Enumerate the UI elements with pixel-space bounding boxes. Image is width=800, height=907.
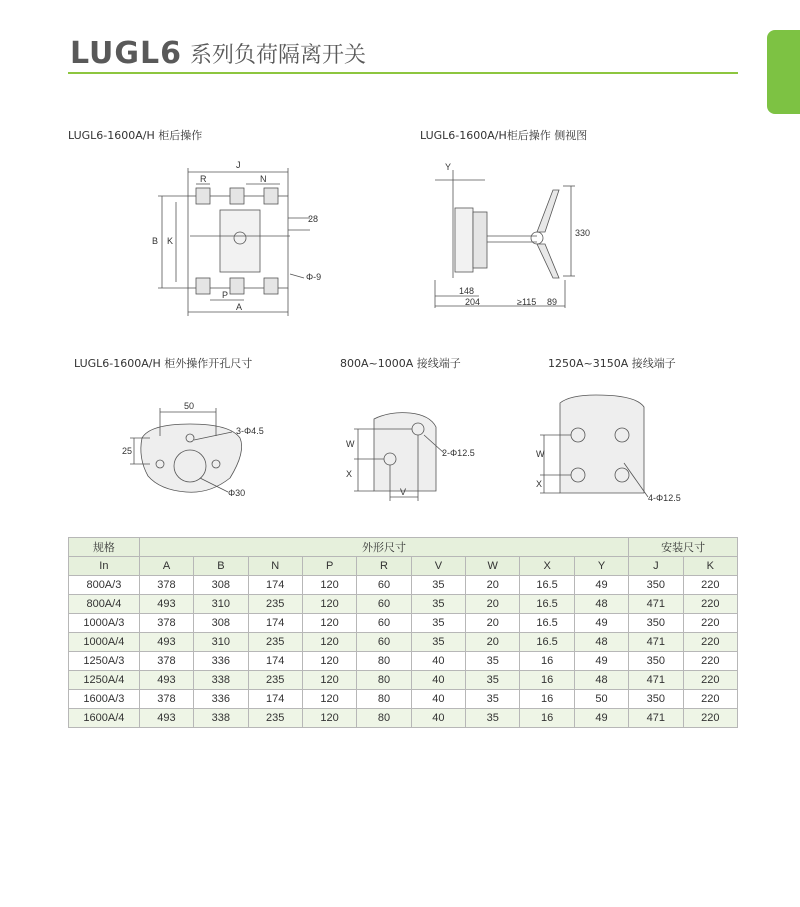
- table-cell: 493: [139, 671, 193, 690]
- table-row: [69, 576, 738, 595]
- table-cell: 40: [411, 652, 465, 671]
- table-cell: 338: [194, 709, 248, 728]
- table-cell: 235: [248, 671, 302, 690]
- table-cell: 310: [194, 633, 248, 652]
- table-body: [69, 576, 738, 728]
- side-label-Y: Y: [445, 162, 452, 172]
- column-header: In: [69, 557, 140, 576]
- table-cell: 49: [574, 709, 628, 728]
- table-cell: 16: [520, 671, 574, 690]
- table-cell: 40: [411, 671, 465, 690]
- table-cell: 350: [629, 652, 683, 671]
- table-cell: 235: [248, 595, 302, 614]
- table-cell: 378: [139, 690, 193, 709]
- table-cell: 16: [520, 709, 574, 728]
- table-cell: 471: [629, 709, 683, 728]
- table-cell: 350: [629, 614, 683, 633]
- column-header: K: [683, 557, 737, 576]
- table-cell: 49: [574, 614, 628, 633]
- table-cell: 120: [302, 652, 356, 671]
- table-row: [69, 652, 738, 671]
- caption-rear-side: LUGL6-1600A/H柜后操作 侧视图: [420, 129, 588, 142]
- th-spec: 规格: [69, 538, 140, 557]
- table-cell: 1600A/4: [69, 709, 140, 728]
- table-cell: 120: [302, 690, 356, 709]
- table-cell: 80: [357, 652, 411, 671]
- table-cell: 16.5: [520, 595, 574, 614]
- table-cell: 220: [683, 709, 737, 728]
- table-cell: 40: [411, 690, 465, 709]
- caption-rear-op: LUGL6-1600A/H 柜后操作: [68, 129, 203, 142]
- table-cell: 120: [302, 709, 356, 728]
- table-cell: 235: [248, 633, 302, 652]
- table-row: [69, 671, 738, 690]
- table-cell: 120: [302, 614, 356, 633]
- brand-title: LUGL6: [70, 36, 183, 71]
- header-divider: [68, 72, 738, 74]
- cutout-label-25: 25: [122, 446, 133, 456]
- table-row: [69, 633, 738, 652]
- section-tab: [767, 30, 800, 114]
- table-cell: 35: [466, 652, 520, 671]
- table-cell: 800A/4: [69, 595, 140, 614]
- table-cell: 220: [683, 633, 737, 652]
- table-cell: 80: [357, 690, 411, 709]
- terminal-large-drawing: [536, 393, 706, 505]
- table-cell: 350: [629, 576, 683, 595]
- table-cell: 35: [411, 576, 465, 595]
- table-cell: 471: [629, 633, 683, 652]
- table-cell: 49: [574, 576, 628, 595]
- table-row: [69, 709, 738, 728]
- table-cell: 35: [466, 709, 520, 728]
- table-cell: 1600A/3: [69, 690, 140, 709]
- table-cell: 220: [683, 652, 737, 671]
- column-header: J: [629, 557, 683, 576]
- table-cell: 174: [248, 576, 302, 595]
- table-cell: 308: [194, 576, 248, 595]
- column-header: W: [466, 557, 520, 576]
- table-cell: 336: [194, 652, 248, 671]
- table-cell: 1000A/4: [69, 633, 140, 652]
- table-cell: 493: [139, 595, 193, 614]
- table-row: [69, 690, 738, 709]
- table-cell: 350: [629, 690, 683, 709]
- side-label-204: 204: [465, 297, 481, 307]
- term-large-label-holes: 4-Φ12.5: [648, 493, 681, 503]
- rear-op-label-28: 28: [308, 214, 319, 224]
- caption-terminal-small: 800A~1000A 接线端子: [340, 357, 461, 370]
- rear-op-label-A: A: [236, 302, 243, 312]
- table-cell: 220: [683, 690, 737, 709]
- side-label-115: ≥115: [517, 297, 537, 307]
- table-cell: 336: [194, 690, 248, 709]
- table-cell: 80: [357, 709, 411, 728]
- table-cell: 338: [194, 671, 248, 690]
- table-cell: 60: [357, 614, 411, 633]
- table-cell: 378: [139, 576, 193, 595]
- th-outer-dims: 外形尺寸: [139, 538, 628, 557]
- table-cell: 493: [139, 709, 193, 728]
- table-cell: 378: [139, 652, 193, 671]
- table-cell: 16.5: [520, 633, 574, 652]
- table-cell: 48: [574, 671, 628, 690]
- table-cell: 310: [194, 595, 248, 614]
- rear-op-label-N: N: [260, 174, 267, 184]
- side-view-drawing: [425, 160, 595, 310]
- term-small-label-V: V: [400, 487, 407, 497]
- rear-op-label-P: P: [222, 290, 229, 300]
- table-cell: 40: [411, 709, 465, 728]
- table-cell: 20: [466, 595, 520, 614]
- column-header: R: [357, 557, 411, 576]
- terminal-small-drawing: [340, 405, 490, 505]
- rear-op-label-B: B: [152, 236, 159, 246]
- table-cell: 471: [629, 671, 683, 690]
- table-cell: 220: [683, 614, 737, 633]
- table-cell: 16.5: [520, 614, 574, 633]
- table-cell: 35: [411, 633, 465, 652]
- table-cell: 1000A/3: [69, 614, 140, 633]
- table-cell: 174: [248, 690, 302, 709]
- caption-panel-cutout: LUGL6-1600A/H 柜外操作开孔尺寸: [74, 357, 253, 370]
- table-cell: 493: [139, 633, 193, 652]
- column-header: P: [302, 557, 356, 576]
- table-cell: 471: [629, 595, 683, 614]
- caption-terminal-large: 1250A~3150A 接线端子: [548, 357, 676, 370]
- table-cell: 800A/3: [69, 576, 140, 595]
- table-cell: 378: [139, 614, 193, 633]
- term-large-label-X: X: [536, 479, 543, 489]
- table-row: [69, 614, 738, 633]
- table-cell: 35: [466, 671, 520, 690]
- rear-op-label-R: R: [200, 174, 207, 184]
- rear-op-drawing: [150, 158, 330, 320]
- column-header: B: [194, 557, 248, 576]
- table-cell: 50: [574, 690, 628, 709]
- side-label-148: 148: [459, 286, 475, 296]
- term-small-label-holes: 2-Φ12.5: [442, 448, 475, 458]
- table-cell: 35: [466, 690, 520, 709]
- table-cell: 120: [302, 576, 356, 595]
- term-small-label-W: W: [346, 439, 355, 449]
- term-small-label-X: X: [346, 469, 353, 479]
- table-cell: 220: [683, 595, 737, 614]
- table-cell: 49: [574, 652, 628, 671]
- column-header: V: [411, 557, 465, 576]
- table-cell: 235: [248, 709, 302, 728]
- rear-op-label-K: K: [167, 236, 174, 246]
- table-cell: 220: [683, 576, 737, 595]
- table-cell: 308: [194, 614, 248, 633]
- table-cell: 35: [411, 595, 465, 614]
- table-cell: 16: [520, 690, 574, 709]
- term-large-label-W: W: [536, 449, 545, 459]
- side-label-330: 330: [575, 228, 591, 238]
- table-cell: 120: [302, 633, 356, 652]
- table-cell: 60: [357, 576, 411, 595]
- cutout-label-50: 50: [184, 401, 195, 411]
- table-cell: 80: [357, 671, 411, 690]
- table-cell: 20: [466, 633, 520, 652]
- table-cell: 16: [520, 652, 574, 671]
- table-cell: 174: [248, 652, 302, 671]
- side-label-89: 89: [547, 297, 558, 307]
- column-header: X: [520, 557, 574, 576]
- cutout-label-holes: 3-Φ4.5: [236, 426, 264, 436]
- table-cell: 174: [248, 614, 302, 633]
- table-cell: 20: [466, 614, 520, 633]
- table-cell: 60: [357, 595, 411, 614]
- table-cell: 120: [302, 595, 356, 614]
- th-install-dims: 安装尺寸: [629, 538, 738, 557]
- table-cell: 35: [411, 614, 465, 633]
- page-subtitle: 系列负荷隔离开关: [190, 43, 367, 68]
- panel-cutout-drawing: [120, 398, 290, 508]
- column-header: A: [139, 557, 193, 576]
- column-header: N: [248, 557, 302, 576]
- spec-table: [68, 537, 738, 728]
- table-cell: 20: [466, 576, 520, 595]
- table-cell: 220: [683, 671, 737, 690]
- table-row: [69, 595, 738, 614]
- column-header: Y: [574, 557, 628, 576]
- table-cell: 1250A/3: [69, 652, 140, 671]
- rear-op-label-J: J: [236, 160, 241, 170]
- table-cell: 60: [357, 633, 411, 652]
- rear-op-label-phi9: Φ-9: [306, 272, 322, 282]
- column-header-row: [69, 557, 738, 576]
- cutout-label-phi30: Φ30: [228, 488, 246, 498]
- table-cell: 48: [574, 595, 628, 614]
- table-cell: 120: [302, 671, 356, 690]
- page-header: [70, 30, 366, 70]
- table-cell: 48: [574, 633, 628, 652]
- table-cell: 16.5: [520, 576, 574, 595]
- table-cell: 1250A/4: [69, 671, 140, 690]
